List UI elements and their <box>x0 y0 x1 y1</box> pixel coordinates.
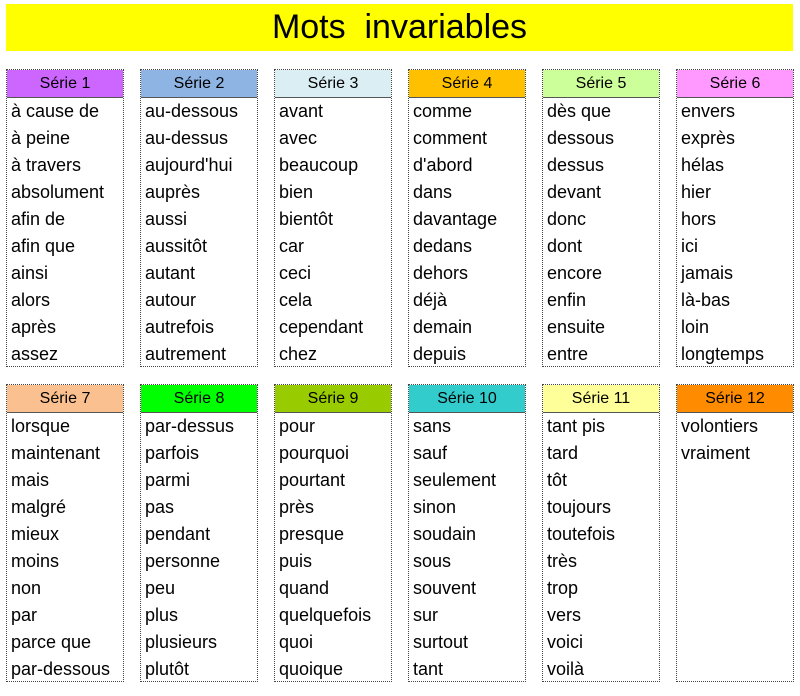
word-item: là-bas <box>681 290 731 310</box>
word-item: pourtant <box>279 470 346 490</box>
word-item: aussitôt <box>145 236 208 256</box>
word-item: parfois <box>145 443 200 463</box>
word-list <box>141 98 257 368</box>
word-item: toujours <box>547 497 612 517</box>
word-item: seulement <box>413 470 497 490</box>
word-item: entre <box>547 344 589 364</box>
word-item: pour <box>279 416 316 436</box>
word-list <box>543 413 659 683</box>
word-item: dessus <box>547 155 605 175</box>
word-item: d'abord <box>413 155 473 175</box>
word-item: tard <box>547 443 579 463</box>
word-item: devant <box>547 182 602 202</box>
word-item: aujourd'hui <box>145 155 233 175</box>
word-item: quand <box>279 578 330 598</box>
word-item: tant <box>413 659 444 679</box>
word-item: quoi <box>279 632 314 652</box>
word-item: volontiers <box>681 416 759 436</box>
serie-5 <box>542 69 660 367</box>
word-item: non <box>11 578 42 598</box>
page-title: Mots invariables <box>6 4 793 51</box>
word-item: hélas <box>681 155 725 175</box>
serie-header: Série 12 <box>677 385 793 413</box>
word-item: avec <box>279 128 318 148</box>
word-item: bientôt <box>279 209 334 229</box>
word-item: vers <box>547 605 582 625</box>
word-item: vraiment <box>681 443 751 463</box>
word-item: exprès <box>681 128 736 148</box>
word-item: voici <box>547 632 584 652</box>
word-item: ensuite <box>547 317 606 337</box>
word-item: à cause de <box>11 101 100 121</box>
word-item: pas <box>145 497 175 517</box>
word-item: dedans <box>413 236 473 256</box>
word-item: par-dessous <box>11 659 111 679</box>
word-item: souvent <box>413 578 477 598</box>
word-item: dehors <box>413 263 469 283</box>
word-item: enfin <box>547 290 587 310</box>
word-item: mais <box>11 470 50 490</box>
serie-9 <box>274 384 392 682</box>
word-item: moins <box>11 551 60 571</box>
word-item: parce que <box>11 632 92 652</box>
word-item: comme <box>413 101 473 121</box>
serie-6 <box>676 69 794 367</box>
word-item: surtout <box>413 632 469 652</box>
serie-header: Série 3 <box>275 70 391 98</box>
word-item: cela <box>279 290 313 310</box>
word-item: hors <box>681 209 717 229</box>
serie-header: Série 1 <box>7 70 123 98</box>
word-item: sinon <box>413 497 457 517</box>
word-item: voilà <box>547 659 585 679</box>
serie-10 <box>408 384 526 682</box>
word-item: plusieurs <box>145 632 218 652</box>
word-item: par <box>11 605 38 625</box>
word-item: dont <box>547 236 583 256</box>
word-item: ainsi <box>11 263 49 283</box>
serie-8 <box>140 384 258 682</box>
word-item: mieux <box>11 524 60 544</box>
word-item: sur <box>413 605 439 625</box>
word-item: maintenant <box>11 443 101 463</box>
word-item: absolument <box>11 182 105 202</box>
serie-2 <box>140 69 258 367</box>
word-item: davantage <box>413 209 498 229</box>
serie-header: Série 7 <box>7 385 123 413</box>
word-item: pendant <box>145 524 211 544</box>
word-item: assez <box>11 344 59 364</box>
serie-header: Série 2 <box>141 70 257 98</box>
word-item: donc <box>547 209 587 229</box>
word-item: longtemps <box>681 344 765 364</box>
word-item: déjà <box>413 290 448 310</box>
serie-header: Série 6 <box>677 70 793 98</box>
word-item: toutefois <box>547 524 616 544</box>
word-list <box>7 413 123 683</box>
word-item: ceci <box>279 263 312 283</box>
word-item: parmi <box>145 470 191 490</box>
word-item: pourquoi <box>279 443 350 463</box>
word-item: depuis <box>413 344 467 364</box>
word-item: autrefois <box>145 317 215 337</box>
word-item: quelquefois <box>279 605 372 625</box>
serie-header: Série 4 <box>409 70 525 98</box>
word-item: cependant <box>279 317 364 337</box>
word-item: à peine <box>11 128 71 148</box>
word-item: tôt <box>547 470 568 490</box>
word-item: jamais <box>681 263 734 283</box>
word-item: autour <box>145 290 197 310</box>
serie-12 <box>676 384 794 682</box>
word-item: trop <box>547 578 579 598</box>
word-item: envers <box>681 101 736 121</box>
word-item: sauf <box>413 443 448 463</box>
word-item: beaucoup <box>279 155 359 175</box>
word-item: ici <box>681 236 698 256</box>
word-item: car <box>279 236 305 256</box>
word-item: afin que <box>11 236 76 256</box>
word-item: afin de <box>11 209 66 229</box>
word-item: plus <box>145 605 179 625</box>
word-item: lorsque <box>11 416 71 436</box>
word-list <box>543 98 659 368</box>
word-item: près <box>279 497 315 517</box>
word-item: à travers <box>11 155 82 175</box>
word-item: loin <box>681 317 710 337</box>
word-item: alors <box>11 290 51 310</box>
serie-3 <box>274 69 392 367</box>
word-list <box>677 413 793 467</box>
word-item: aussi <box>145 209 188 229</box>
word-item: demain <box>413 317 473 337</box>
word-item: très <box>547 551 578 571</box>
word-item: autrement <box>145 344 227 364</box>
word-list <box>7 98 123 368</box>
word-item: tant pis <box>547 416 606 436</box>
word-item: chez <box>279 344 318 364</box>
word-list <box>141 413 257 683</box>
serie-header: Série 5 <box>543 70 659 98</box>
word-item: dès que <box>547 101 612 121</box>
word-item: plutôt <box>145 659 190 679</box>
serie-1 <box>6 69 124 367</box>
word-item: malgré <box>11 497 67 517</box>
serie-header: Série 10 <box>409 385 525 413</box>
serie-11 <box>542 384 660 682</box>
word-item: dessous <box>547 128 615 148</box>
word-item: soudain <box>413 524 477 544</box>
word-item: sans <box>413 416 452 436</box>
word-item: auprès <box>145 182 201 202</box>
word-item: puis <box>279 551 313 571</box>
word-item: au-dessous <box>145 101 239 121</box>
serie-header: Série 11 <box>543 385 659 413</box>
word-list <box>275 98 391 368</box>
word-list <box>409 413 525 683</box>
word-item: peu <box>145 578 176 598</box>
word-item: personne <box>145 551 221 571</box>
word-item: hier <box>681 182 712 202</box>
word-item: encore <box>547 263 603 283</box>
serie-4 <box>408 69 526 367</box>
word-item: après <box>11 317 57 337</box>
word-item: presque <box>279 524 345 544</box>
word-item: comment <box>413 128 488 148</box>
word-item: autant <box>145 263 196 283</box>
word-item: avant <box>279 101 324 121</box>
word-item: bien <box>279 182 314 202</box>
word-list <box>275 413 391 683</box>
serie-header: Série 9 <box>275 385 391 413</box>
word-item: au-dessus <box>145 128 229 148</box>
word-item: sous <box>413 551 452 571</box>
word-item: dans <box>413 182 453 202</box>
serie-7 <box>6 384 124 682</box>
word-list <box>677 98 793 368</box>
serie-header: Série 8 <box>141 385 257 413</box>
word-item: par-dessus <box>145 416 235 436</box>
word-item: quoique <box>279 659 344 679</box>
word-list <box>409 98 525 368</box>
